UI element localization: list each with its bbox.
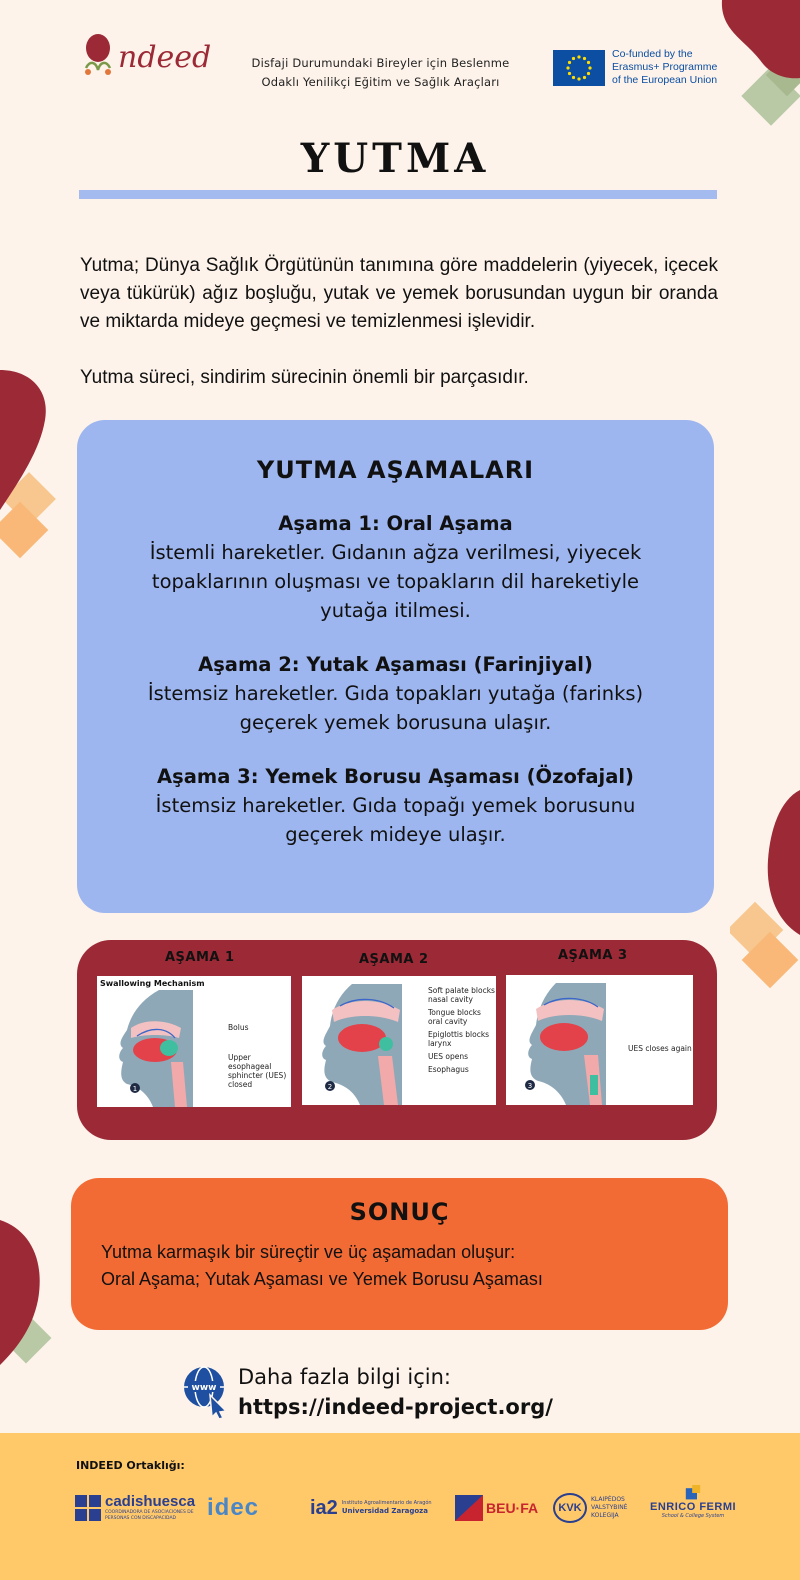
indeed-logo[interactable] — [80, 32, 211, 82]
title-underline — [79, 190, 717, 199]
project-website-link[interactable]: https://indeed-project.org/ — [238, 1395, 553, 1419]
diagram-1-ues-line-1: Upper esophageal — [228, 1053, 272, 1071]
diagram-2-caption-4: UES opens — [428, 1052, 468, 1061]
partner-kvk[interactable] — [553, 1491, 627, 1525]
swallowing-diagram-2 — [302, 976, 496, 1105]
stage-3 — [77, 762, 714, 849]
eu-text — [612, 48, 717, 87]
diagram-2-captions — [428, 986, 495, 1074]
header — [80, 30, 725, 90]
eu-text-line-3: of the European Union — [612, 74, 718, 86]
partner-enrico-fermi-name: ENRICO FERMI — [650, 1501, 737, 1513]
head-profile-image-3 — [506, 975, 626, 1105]
partner-cadishuesca-subtitle: COORDINADORA DE ASOCIACIONES DE PERSONAS CON DISCAPACIDAD — [105, 1510, 194, 1521]
tagline — [238, 54, 523, 92]
partner-ia2-subtitle-1: Instituto Agroalimentario de Aragón — [341, 1500, 432, 1506]
swallowing-diagram-3 — [506, 975, 693, 1105]
diagram-2-caption-2b: oral cavity — [428, 1017, 468, 1026]
diagram-2-caption-3b: larynx — [428, 1039, 452, 1048]
diagram-2-caption-2: Tongue blocks — [428, 1008, 481, 1017]
partners-label: INDEED Ortaklığı: — [76, 1459, 185, 1472]
diagram-2-caption-3: Epiglottis blocks — [428, 1030, 490, 1039]
conclusion-title: SONUÇ — [349, 1198, 450, 1226]
partner-beufa[interactable] — [455, 1491, 538, 1525]
partner-idec-name: idec — [207, 1494, 260, 1521]
partner-ia2[interactable] — [310, 1491, 432, 1525]
stages-box — [77, 420, 714, 913]
partner-kvk-subtitle-2: VALSTYBINĖ — [591, 1504, 628, 1511]
footer — [0, 1433, 800, 1580]
more-info-label: Daha fazla bilgi için: — [238, 1365, 451, 1389]
partner-cadishuesca[interactable] — [75, 1491, 195, 1525]
partner-cadishuesca-name: cadishuesca — [105, 1493, 196, 1510]
www-globe-icon — [182, 1365, 228, 1419]
cadis-logo-icon — [75, 1495, 101, 1521]
more-info — [182, 1362, 553, 1422]
intro-paragraph-2: Yutma süreci, sindirim sürecinin önemli bir parçasıdır. — [80, 367, 529, 388]
diagram-1-ues-line-2: sphincter (UES) — [228, 1071, 287, 1080]
decor-right-middle — [730, 790, 800, 1010]
diagram-2-caption-1: Soft palate blocks — [428, 986, 495, 995]
diagram-1-bolus: Bolus — [228, 1023, 249, 1032]
stage-1-text: İstemli hareketler. Gıdanın ağza verilmesi, yiyecek topaklarının oluşması ve topakların dil hareketiyle yutağa itilmesi. — [149, 541, 642, 622]
tagline-line-1: Disfaji Durumundaki Bireyler için Beslenme — [251, 56, 510, 70]
intro-text — [80, 252, 718, 392]
stage-2-text: İstemsiz hareketler. Gıda topakları yutağa (farinks) geçerek yemek borusuna ulaşır. — [147, 682, 644, 734]
partner-kvk-subtitle-1: KLAIPĖDOS — [591, 1496, 625, 1503]
diagram-2-caption-5: Esophagus — [428, 1065, 469, 1074]
head-profile-image-1 — [97, 976, 217, 1107]
stage-2 — [77, 650, 714, 737]
diagram-3-caption: UES closes again — [628, 1044, 692, 1053]
partner-ia2-name: ia2 — [310, 1496, 338, 1519]
decor-left-bottom — [0, 1220, 60, 1390]
intro-paragraph-1: Yutma; Dünya Sağlık Örgütünün tanımına göre maddelerin (yiyecek, içecek veya tükürük) ağız boşluğu, yutak ve yemek borusundan uygun bir oranda ve miktarda mideye geçmesi ve temizlenmesi işlevidir. — [80, 255, 718, 332]
stages-title: YUTMA AŞAMALARI — [256, 456, 535, 484]
eu-text-line-1: Co-funded by the — [612, 48, 693, 60]
stage-2-heading: Aşama 2: Yutak Aşaması (Farinjiyal) — [198, 653, 593, 676]
diagram-2-number: 2 — [327, 1083, 333, 1091]
enrico-fermi-logo-icon — [682, 1485, 704, 1501]
partner-kvk-name: KVK — [553, 1493, 587, 1523]
tagline-line-2: Odaklı Yenilikçi Eğitim ve Sağlık Araçları — [261, 75, 500, 89]
diagram-2-caption-1b: nasal cavity — [428, 995, 473, 1004]
eu-text-line-2: Erasmus+ Programme — [612, 61, 718, 73]
www-icon-text: www — [191, 1383, 217, 1393]
logo-text: ndeed — [118, 39, 212, 75]
stage-3-heading: Aşama 3: Yemek Borusu Aşaması (Özofajal) — [157, 765, 634, 788]
swallowing-images-band — [77, 940, 717, 1140]
eu-flag-icon — [553, 50, 605, 86]
partner-idec[interactable] — [207, 1491, 259, 1525]
conclusion-line-1: Yutma karmaşık bir süreçtir ve üç aşamadan oluşur: — [101, 1242, 516, 1262]
page-title: YUTMA — [300, 135, 490, 182]
conclusion-line-2: Oral Aşama; Yutak Aşaması ve Yemek Borusu Aşaması — [101, 1269, 543, 1289]
beufa-logo-icon — [455, 1495, 483, 1521]
stage-3-text: İstemsiz hareketler. Gıda topağı yemek borusunu geçerek mideye ulaşır. — [155, 794, 636, 846]
image-label-1: AŞAMA 1 — [165, 950, 235, 965]
diagram-1-ues — [228, 1053, 291, 1089]
head-profile-image-2 — [302, 976, 422, 1105]
eu-cofunded-logo — [553, 48, 717, 87]
decor-left-middle — [0, 370, 60, 580]
diagram-1-ues-line-3: closed — [228, 1080, 253, 1089]
partner-enrico-fermi-subtitle: School & College System — [661, 1513, 725, 1519]
diagram-1-title: Swallowing Mechanism — [100, 979, 205, 988]
partner-enrico-fermi[interactable] — [650, 1485, 736, 1519]
partner-beufa-name: BEU·FA — [486, 1500, 539, 1516]
swallowing-diagram-1 — [97, 976, 291, 1107]
conclusion-text — [101, 1239, 543, 1293]
image-label-3: AŞAMA 3 — [558, 948, 628, 963]
diagram-3-number: 3 — [527, 1082, 533, 1090]
diagram-1-number: 1 — [132, 1085, 138, 1093]
image-label-2: AŞAMA 2 — [359, 952, 429, 967]
indeed-logo-icon — [80, 32, 116, 82]
more-info-text — [238, 1362, 553, 1422]
stage-1-heading: Aşama 1: Oral Aşama — [278, 512, 513, 535]
partner-kvk-subtitle-3: KOLEGIJA — [591, 1512, 619, 1519]
partner-ia2-subtitle-2: Universidad Zaragoza — [341, 1507, 428, 1515]
stage-1 — [77, 509, 714, 625]
conclusion-box — [71, 1178, 728, 1330]
